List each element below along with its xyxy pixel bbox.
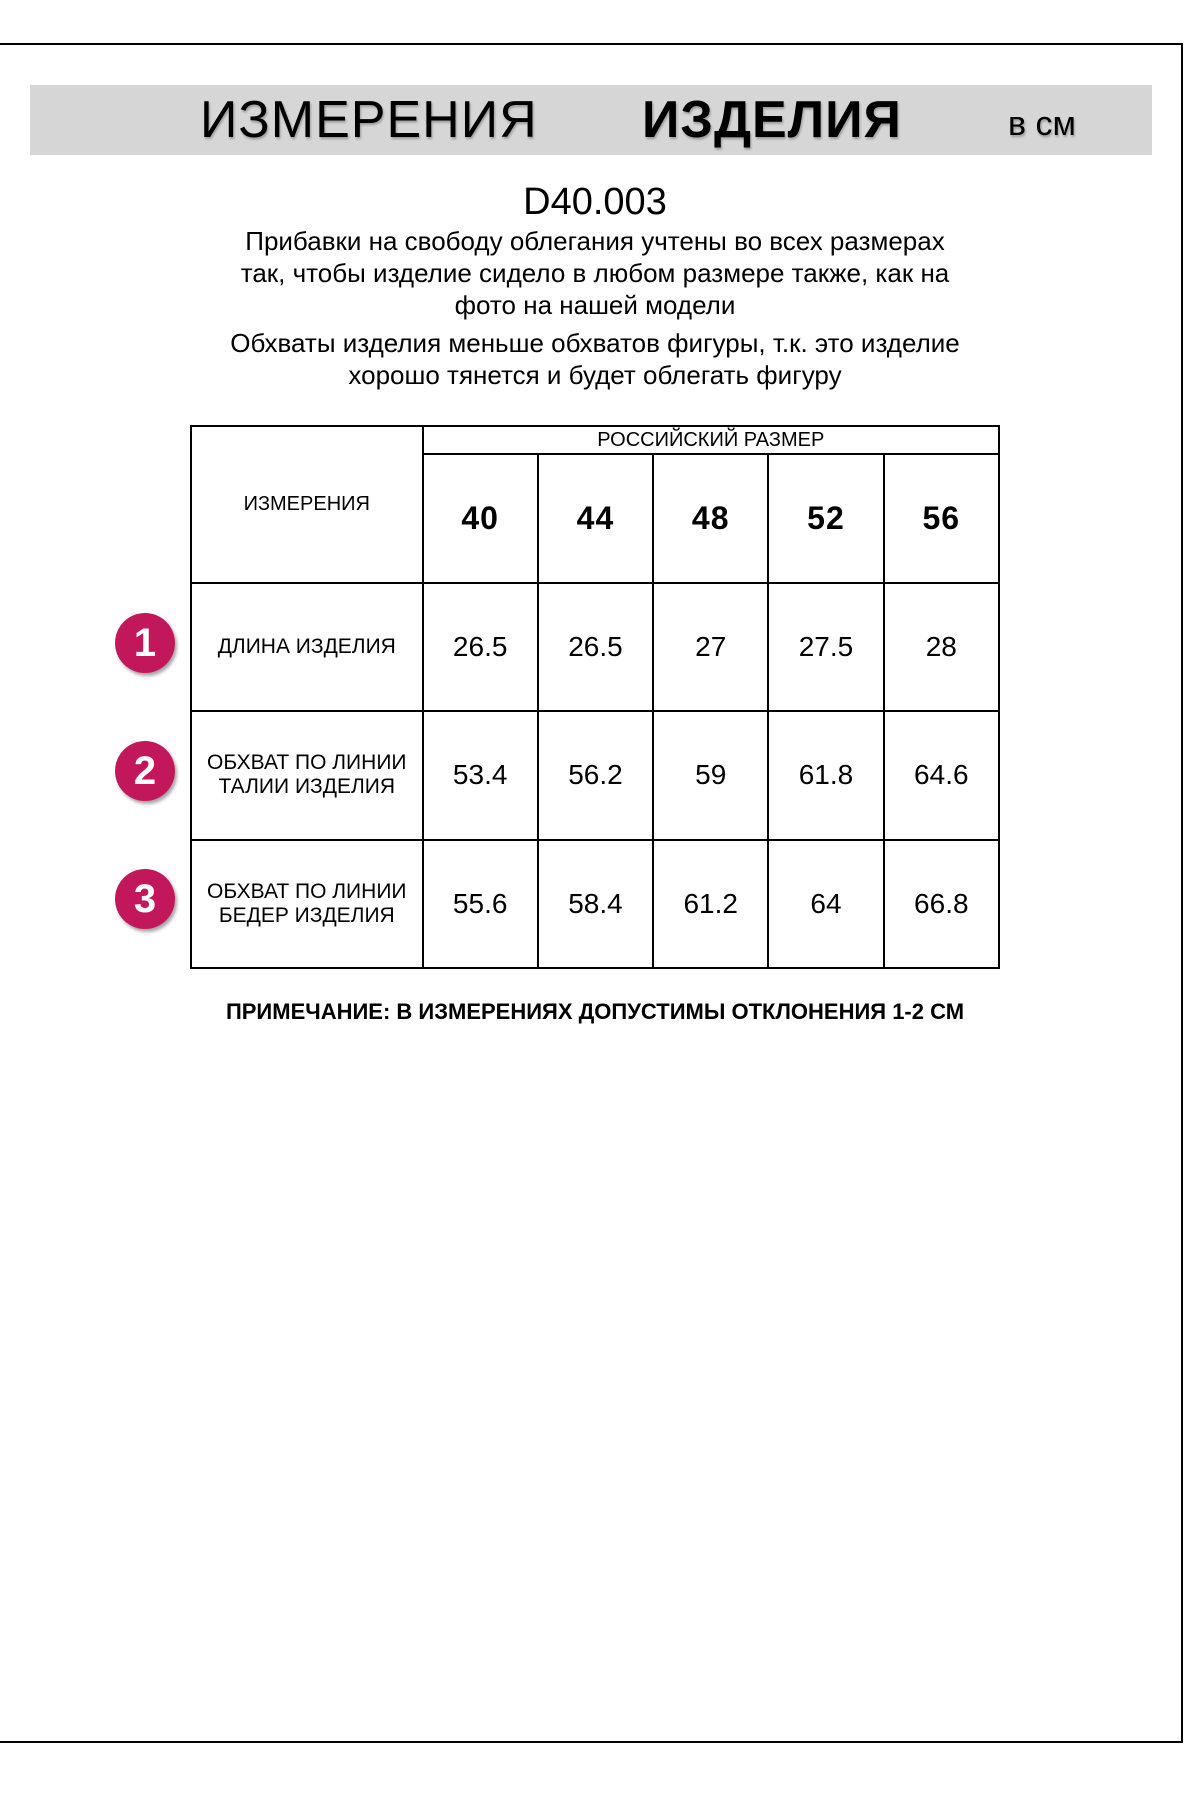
number-badge-icon: 3 [115, 869, 175, 929]
size-group-header: РОССИЙСКИЙ РАЗМЕР [423, 426, 999, 454]
table-cell: 66.8 [884, 840, 999, 969]
article-code: D40.003 [523, 181, 667, 223]
number-badge-icon: 2 [115, 741, 175, 801]
row-label [191, 840, 423, 969]
row-label [191, 711, 423, 839]
table-cell: 56.2 [538, 711, 653, 839]
table-cell: 64 [768, 840, 883, 969]
title-band [30, 85, 1152, 155]
table-row [191, 840, 999, 969]
description-line: Прибавки на свободу облегания учтены во всех размерах [245, 226, 945, 256]
table-row [191, 711, 999, 839]
title-units: в см [1008, 105, 1076, 143]
footnote: ПРИМЕЧАНИЕ: В ИЗМЕРЕНИЯХ ДОПУСТИМЫ ОТКЛОНЕНИЯ 1-2 СМ [225, 999, 965, 1024]
row-label-line: ОБХВАТ ПО ЛИНИИ [207, 879, 407, 903]
table-cell: 28 [884, 583, 999, 711]
table-cell: 27.5 [768, 583, 883, 711]
table-row [191, 583, 999, 711]
title-measurements: ИЗМЕРЕНИЯ [200, 91, 538, 149]
number-badge-icon: 1 [115, 613, 175, 673]
table-cell: 64.6 [884, 711, 999, 839]
description-paragraph-1 [0, 225, 1190, 321]
row-label-line: ОБХВАТ ПО ЛИНИИ [207, 751, 407, 775]
description-line: фото на нашей модели [454, 290, 736, 320]
table-cell: 59 [653, 711, 768, 839]
size-header: 44 [538, 454, 653, 582]
size-table [190, 425, 1000, 969]
row-label-line: ДЛИНА ИЗДЕЛИЯ [217, 634, 396, 658]
table-cell: 58.4 [538, 840, 653, 969]
table-cell: 55.6 [423, 840, 538, 969]
size-header: 48 [653, 454, 768, 582]
title-product: ИЗДЕЛИЯ [642, 91, 902, 149]
measure-column-header: ИЗМЕРЕНИЯ [191, 426, 423, 583]
size-header: 52 [768, 454, 883, 582]
size-header: 56 [884, 454, 999, 582]
table-cell: 27 [653, 583, 768, 711]
description-line: Обхваты изделия меньше обхватов фигуры, т.к. это изделие [230, 328, 960, 358]
table-cell: 26.5 [423, 583, 538, 711]
table-cell: 26.5 [538, 583, 653, 711]
size-header: 40 [423, 454, 538, 582]
table-cell: 53.4 [423, 711, 538, 839]
description-line: хорошо тянется и будет облегать фигуру [348, 360, 842, 390]
row-label-line: БЕДЕР ИЗДЕЛИЯ [218, 903, 395, 927]
table-cell: 61.8 [768, 711, 883, 839]
row-label [191, 583, 423, 711]
row-label-line: ТАЛИИ ИЗДЕЛИЯ [218, 775, 395, 799]
description-paragraph-2 [0, 327, 1190, 391]
table-cell: 61.2 [653, 840, 768, 969]
description-line: так, чтобы изделие сидело в любом размере также, как на [240, 258, 950, 288]
